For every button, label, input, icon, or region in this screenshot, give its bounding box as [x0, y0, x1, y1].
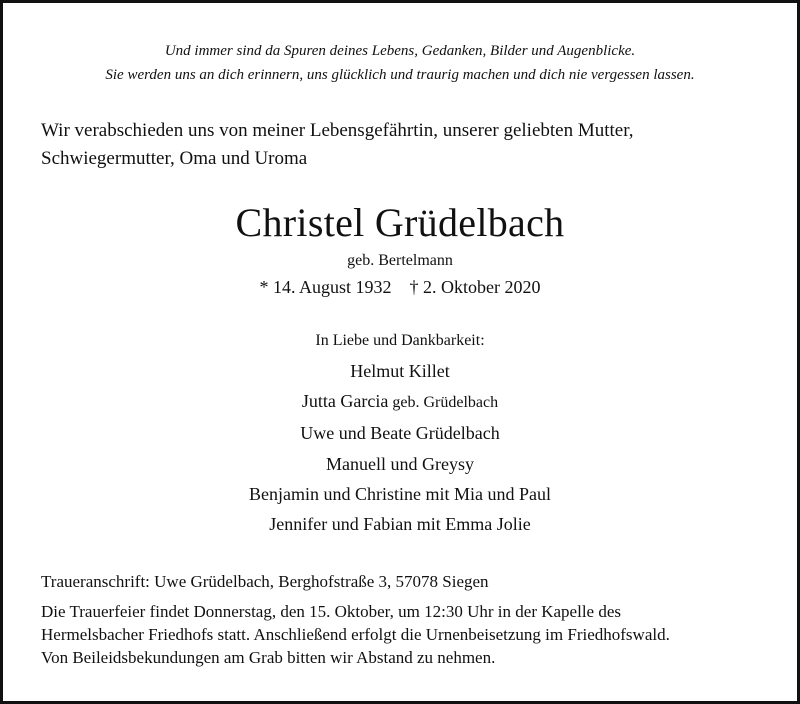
- life-dates: [3, 274, 797, 300]
- mourner-name: Manuell und Greysy: [326, 453, 474, 474]
- deceased-birth-name: geb. Bertelmann: [347, 252, 453, 269]
- mourner-item: [3, 509, 797, 539]
- funeral-service-info: [41, 600, 777, 669]
- mourner-name: Jennifer und Fabian mit Emma Jolie: [269, 514, 531, 535]
- verse-line-1: Und immer sind da Spuren deines Lebens, Gedanken, Bilder und Augenblicke.: [164, 43, 636, 59]
- mourner-name: Jutta Garcia: [301, 391, 389, 412]
- service-line-1: Die Trauerfeier findet Donnerstag, den 15. Oktober, um 12:30 Uhr in der Kapelle des: [41, 602, 622, 621]
- service-line-3: Von Beileidsbekundungen am Grab bitten wir Abstand zu nehmen.: [41, 648, 496, 667]
- mourner-item: [3, 449, 797, 479]
- mourners-list: [3, 356, 797, 539]
- mourner-item: [3, 418, 797, 448]
- memorial-verse: [3, 39, 797, 87]
- death-date: † 2. Oktober 2020: [409, 277, 541, 297]
- intro-line-1: Wir verabschieden uns von meiner Lebensgefährtin, unserer geliebten Mutter,: [41, 120, 634, 141]
- mourner-name: Benjamin und Christine mit Mia und Paul: [249, 483, 551, 504]
- mourner-item: [3, 356, 797, 386]
- closing-phrase: In Liebe und Dankbarkeit:: [315, 332, 485, 349]
- mourner-item: [3, 479, 797, 509]
- birth-date: * 14. August 1932: [259, 277, 392, 297]
- mourner-birth-name: geb. Grüdelbach: [388, 394, 499, 412]
- mourner-name: Helmut Killet: [350, 361, 450, 381]
- intro-text: [41, 117, 767, 173]
- verse-line-2: Sie werden uns an dich erinnern, uns glücklich und traurig machen und dich nie vergessen lassen.: [105, 67, 695, 83]
- mourning-address: Traueranschrift: Uwe Grüdelbach, Berghofstraße 3, 57078 Siegen: [41, 572, 489, 591]
- deceased-name: Christel Grüdelbach: [235, 200, 565, 245]
- mourner-item: [3, 386, 797, 418]
- mourner-name: Uwe und Beate Grüdelbach: [300, 423, 500, 444]
- intro-line-2: Schwiegermutter, Oma und Uroma: [41, 148, 308, 169]
- service-line-2: Hermelsbacher Friedhofs statt. Anschließend erfolgt die Urnenbeisetzung im Friedhofswald.: [41, 625, 670, 644]
